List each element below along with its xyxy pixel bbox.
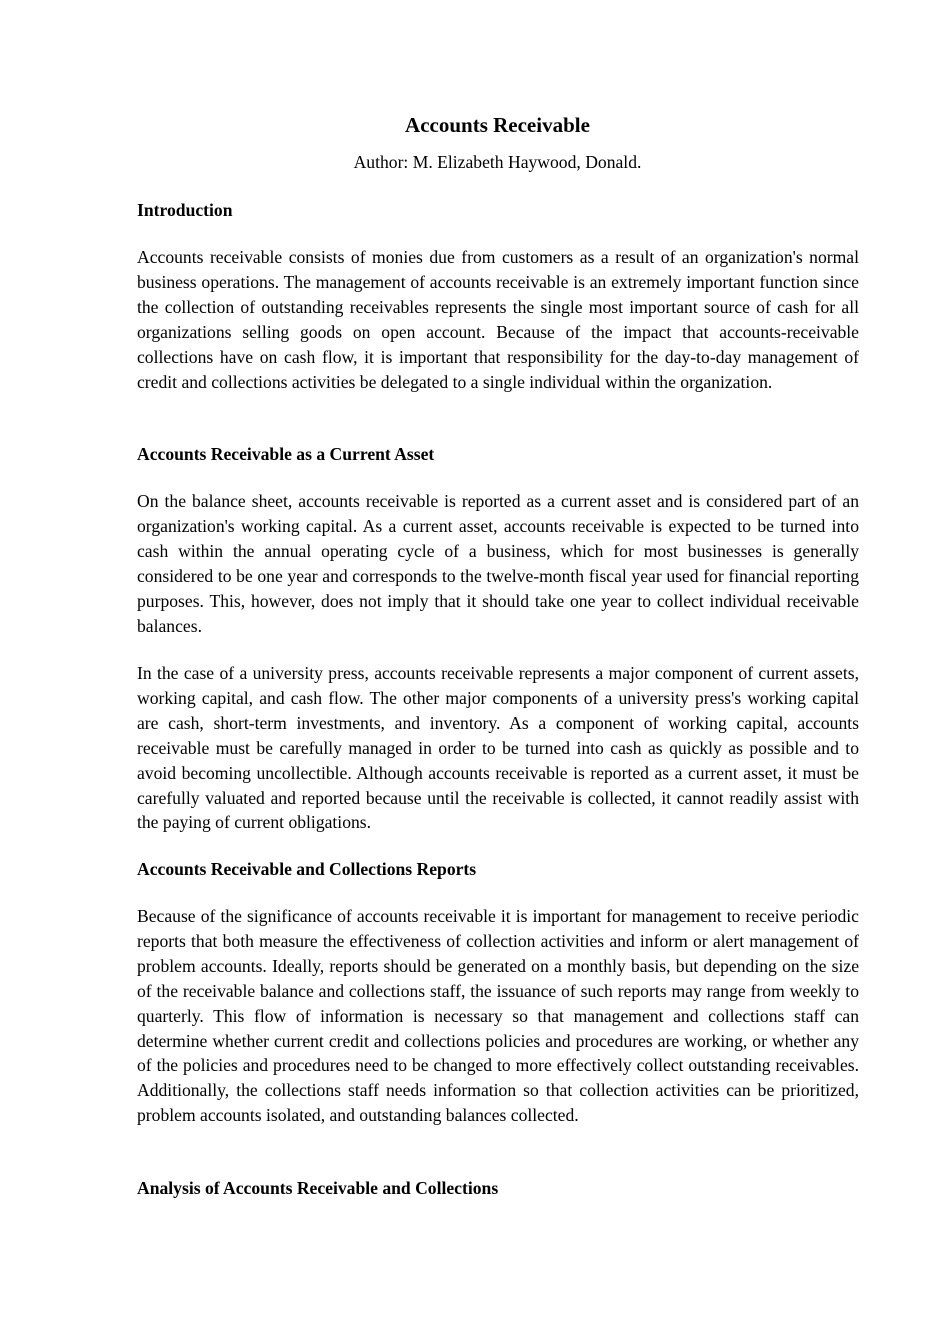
section-heading-analysis: Analysis of Accounts Receivable and Collections: [137, 1178, 499, 1198]
document-author: Author: M. Elizabeth Haywood, Donald.: [353, 152, 642, 172]
section-heading-current-asset: Accounts Receivable as a Current Asset: [137, 444, 435, 464]
section-heading-introduction: Introduction: [137, 200, 233, 220]
document-title: Accounts Receivable: [405, 113, 590, 137]
paragraph-reports: Because of the significance of accounts receivable it is important for management to receive periodic reports that both measure the effectiveness of collection activities and inform or alert management of problem accounts. Ideally, reports should be generated on a monthly basis, but depending on the size of the receivable balance and collections staff, the issuance of such reports may range from weekly to quarterly. This flow of information is necessary so that management and collections staff can determine whether current credit and collections policies and procedures are working, or whether any of the policies and procedures need to be changed to more effectively collect outstanding receivables. Additionally, the collections staff needs information so that collection activities can be prioritized, problem accounts isolated, and outstanding balances collected.: [137, 906, 859, 1126]
paragraph-introduction: Accounts receivable consists of monies due from customers as a result of an organization's normal business operations. The management of accounts receivable is an extremely important function since the collection of outstanding receivables represents the single most important source of cash for all organizations selling goods on open account. Because of the impact that accounts-receivable collections have on cash flow, it is important that responsibility for the day-to-day management of credit and collections activities be delegated to a single individual within the organization.: [137, 247, 859, 392]
section-heading-reports: Accounts Receivable and Collections Reports: [137, 859, 477, 879]
paragraph-current-asset-2: In the case of a university press, accounts receivable represents a major component of current assets, working capital, and cash flow. The other major components of a university press's working capital are cash, short-term investments, and inventory. As a component of working capital, accounts receivable must be carefully managed in order to be turned into cash as quickly as possible and to avoid becoming uncollectible. Although accounts receivable is reported as a current asset, it must be carefully valuated and reported because until the receivable is collected, it cannot readily assist with the paying of current obligations.: [137, 663, 859, 833]
paragraph-current-asset-1: On the balance sheet, accounts receivable is reported as a current asset and is considered part of an organization's working capital. As a current asset, accounts receivable is expected to be turned into cash within the annual operating cycle of a business, which for most businesses is generally considered to be one year and corresponds to the twelve-month fiscal year used for financial reporting purposes. This, however, does not imply that it should take one year to collect individual receivable balances.: [137, 491, 859, 636]
